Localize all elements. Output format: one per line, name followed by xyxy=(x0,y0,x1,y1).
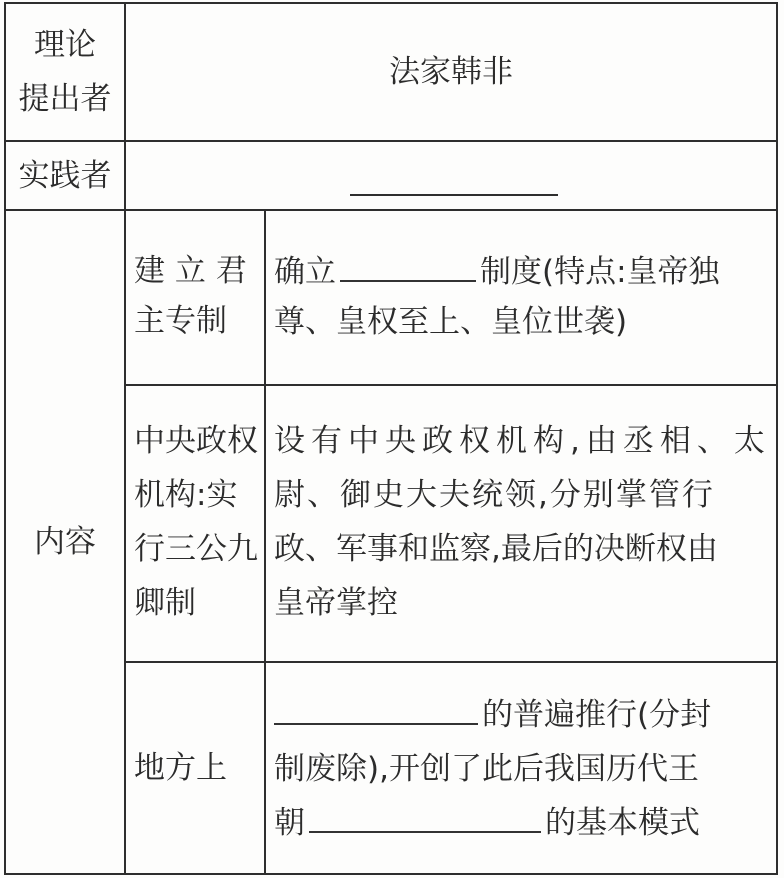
content-item-2-label-line1: 中央政权 xyxy=(134,423,258,459)
row-theorist-header-line1: 理论 xyxy=(34,27,96,63)
content-item-3-line3 xyxy=(274,796,774,850)
table-divider-col2 xyxy=(264,209,266,875)
table-border-right xyxy=(776,2,778,875)
content-item-2-label xyxy=(134,414,264,630)
content-item-1-text-before: 确立 xyxy=(274,254,336,290)
content-item-1-line1 xyxy=(274,246,774,297)
content-item-1-blank xyxy=(340,246,476,282)
content-item-3-label xyxy=(134,663,264,873)
row-practitioner-header xyxy=(6,142,124,209)
content-item-1-text-after: 制度(特点:皇帝独 xyxy=(480,254,720,290)
content-item-1-line2: 尊、皇权至上、皇位世袭) xyxy=(274,304,628,340)
row-content-header xyxy=(6,211,124,873)
table-divider-sub1 xyxy=(124,384,778,386)
content-item-1-label-line2: 主专制 xyxy=(134,303,227,339)
content-item-2-label-line4: 卿制 xyxy=(134,585,196,621)
row-practitioner-header-text: 实践者 xyxy=(18,157,112,194)
content-item-2-line2: 尉、御史大夫统领,分别掌管行 xyxy=(274,477,715,513)
content-item-3-blank-1 xyxy=(274,689,478,725)
content-item-1-label-line1: 建 立 君 xyxy=(134,253,247,289)
content-item-2-line3: 政、军事和监察,最后的决断权由 xyxy=(274,531,718,567)
content-item-3-line3-after: 的基本模式 xyxy=(545,805,700,841)
content-item-3-line1-after: 的普遍推行(分封 xyxy=(482,697,712,733)
content-item-3-line2: 制废除),开创了此后我国历代王 xyxy=(274,751,699,787)
row-content-header-text: 内容 xyxy=(34,524,96,560)
row-theorist-value xyxy=(126,4,776,140)
theorist-name: 法家韩非 xyxy=(389,54,513,90)
row-theorist-header xyxy=(6,4,124,140)
content-item-2-label-line3: 行三公九 xyxy=(134,531,258,567)
content-item-3-text xyxy=(274,688,774,850)
practitioner-blank xyxy=(350,194,558,196)
content-item-2-line1: 设有中央政权机构,由丞相、太 xyxy=(274,423,771,459)
content-item-3-line1 xyxy=(274,688,774,742)
content-item-1-text xyxy=(274,246,774,347)
content-item-2-label-line2: 机构:实 xyxy=(134,477,238,513)
content-item-3-label-text: 地方上 xyxy=(134,750,227,786)
row-practitioner-value xyxy=(126,142,776,209)
content-item-3-blank-2 xyxy=(309,797,541,833)
row-theorist-header-line2: 提出者 xyxy=(18,81,112,117)
table-border-bottom xyxy=(4,873,778,875)
content-item-3-line3-before: 朝 xyxy=(274,805,305,841)
content-item-2-line4: 皇帝掌控 xyxy=(274,585,398,621)
content-item-2-text xyxy=(274,414,774,630)
content-item-1-label xyxy=(134,246,264,346)
